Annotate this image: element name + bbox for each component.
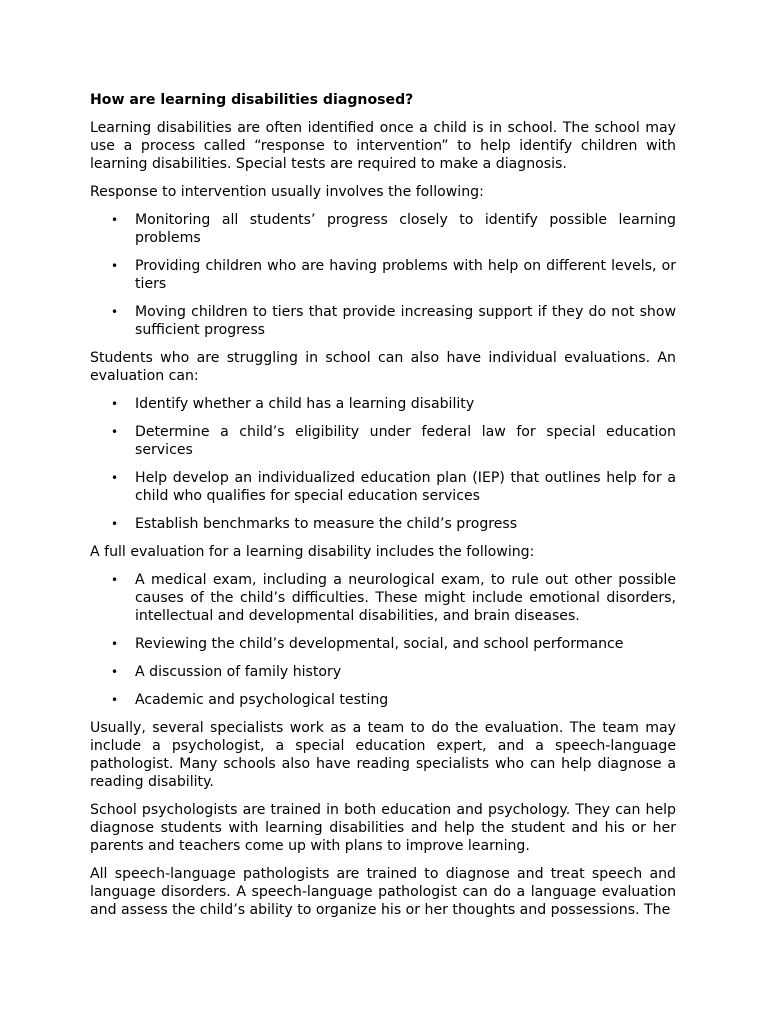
rti-lead-paragraph: Response to intervention usually involves the following: <box>90 184 484 200</box>
bullet-icon: • <box>111 665 119 679</box>
list-item <box>90 469 676 505</box>
list-item-text: Determine a child’s eligibility under federal law for special education services <box>135 424 676 458</box>
list-item <box>90 303 676 339</box>
section-heading: How are learning disabilities diagnosed? <box>90 92 414 108</box>
bullet-icon: • <box>111 573 119 587</box>
list-item <box>90 663 676 681</box>
list-item <box>90 257 676 293</box>
bullet-icon: • <box>111 637 119 651</box>
list-item-text: Establish benchmarks to measure the child’s progress <box>135 516 518 532</box>
bullet-icon: • <box>111 693 119 707</box>
school-psychologists-paragraph: School psychologists are trained in both education and psychology. They can help diagnose students with learning disabilities and help the student and his or her parents and teachers come up with plans to improve learning. <box>90 802 676 854</box>
list-item-text: Providing children who are having problems with help on different levels, or tiers <box>135 258 676 292</box>
bullet-icon: • <box>111 425 119 439</box>
list-item <box>90 211 676 247</box>
full-eval-lead-paragraph: A full evaluation for a learning disability includes the following: <box>90 544 535 560</box>
full-eval-list <box>90 571 676 709</box>
list-item-text: Moving children to tiers that provide increasing support if they do not show sufficient progress <box>135 304 676 338</box>
list-item <box>90 515 676 533</box>
bullet-icon: • <box>111 397 119 411</box>
list-item-text: Help develop an individualized education plan (IEP) that outlines help for a child who qualifies for special education services <box>135 470 676 504</box>
list-item <box>90 571 676 625</box>
list-item <box>90 691 676 709</box>
list-item-text: Academic and psychological testing <box>135 692 389 708</box>
list-item-text: A discussion of family history <box>135 664 342 680</box>
bullet-icon: • <box>111 305 119 319</box>
list-item-text: Reviewing the child’s developmental, social, and school performance <box>135 636 624 652</box>
bullet-icon: • <box>111 213 119 227</box>
list-item <box>90 395 676 413</box>
document-page <box>90 91 676 919</box>
eval-list <box>90 395 676 533</box>
bullet-icon: • <box>111 471 119 485</box>
list-item-text: A medical exam, including a neurological exam, to rule out other possible causes of the child’s difficulties. These might include emotional disorders, intellectual and developmental disabilities, and brain diseases. <box>135 572 676 624</box>
list-item-text: Identify whether a child has a learning disability <box>135 396 475 412</box>
speech-language-paragraph: All speech-language pathologists are trained to diagnose and treat speech and language disorders. A speech-language pathologist can do a language evaluation and assess the child’s ability to organize his or her thoughts and possessions. The <box>90 866 676 918</box>
rti-list <box>90 211 676 339</box>
list-item <box>90 635 676 653</box>
list-item-text: Monitoring all students’ progress closely to identify possible learning problems <box>135 212 676 246</box>
bullet-icon: • <box>111 259 119 273</box>
list-item <box>90 423 676 459</box>
eval-lead-paragraph: Students who are struggling in school can also have individual evaluations. An evaluation can: <box>90 350 676 384</box>
team-paragraph: Usually, several specialists work as a team to do the evaluation. The team may include a psychologist, a special education expert, and a speech-language pathologist. Many schools also have reading specialists who can help diagnose a reading disability. <box>90 720 676 790</box>
intro-paragraph: Learning disabilities are often identified once a child is in school. The school may use a process called “response to intervention” to help identify children with learning disabilities. Special tests are required to make a diagnosis. <box>90 120 676 172</box>
bullet-icon: • <box>111 517 119 531</box>
